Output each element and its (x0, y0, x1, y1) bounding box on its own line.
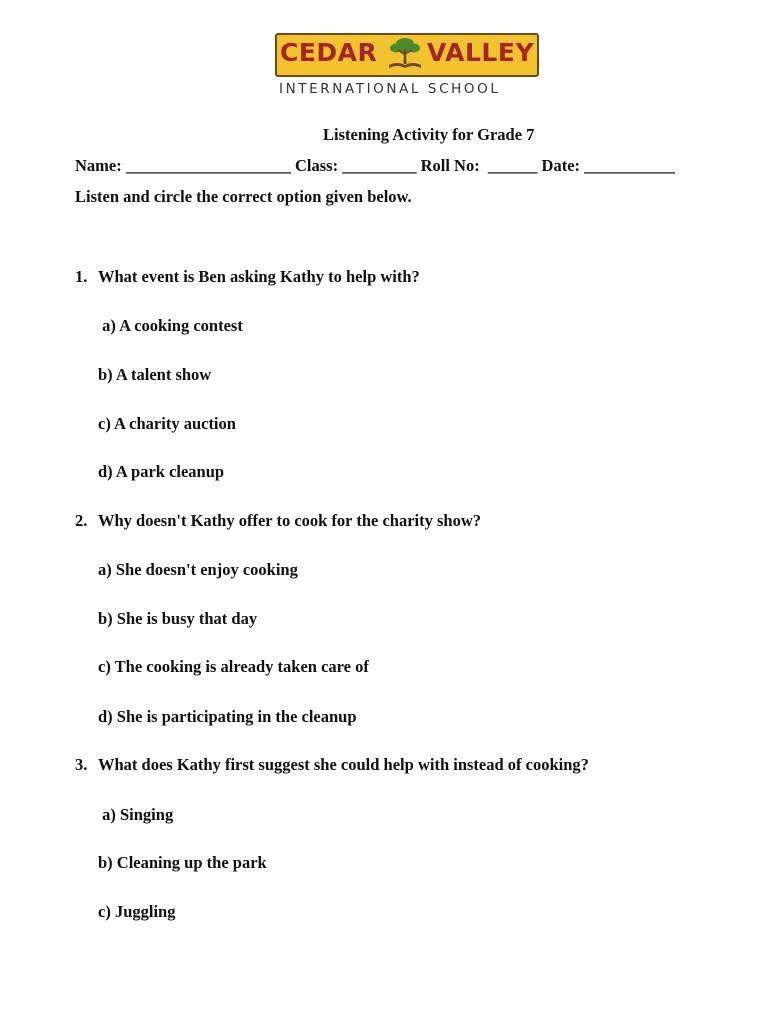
logo-word-cedar: CEDAR (280, 38, 378, 67)
option-b[interactable]: b) Cleaning up the park (98, 853, 267, 872)
instruction-text: Listen and circle the correct option given below. (75, 187, 412, 206)
option-a[interactable]: a) A cooking contest (98, 316, 243, 335)
option-c[interactable]: c) The cooking is already taken care of (98, 657, 369, 676)
question-number: 2. (75, 511, 88, 530)
question-number: 1. (75, 267, 88, 286)
option-b[interactable]: b) She is busy that day (98, 609, 258, 628)
option-c[interactable]: c) Juggling (98, 902, 176, 921)
option-c[interactable]: c) A charity auction (98, 414, 236, 433)
question-number: 3. (75, 755, 88, 774)
logo-subtitle: INTERNATIONAL SCHOOL (279, 81, 501, 97)
option-a[interactable]: a) She doesn't enjoy cooking (98, 560, 298, 579)
question-text: What event is Ben asking Kathy to help with? (98, 267, 420, 286)
logo-word-valley: VALLEY (427, 38, 535, 67)
question-text: What does Kathy first suggest she could help with instead of cooking? (98, 755, 589, 774)
student-info-fields: Name: ____________________ Class: _________ Roll No: ______ Date: ___________ (75, 156, 675, 175)
option-b[interactable]: b) A talent show (98, 365, 212, 384)
option-d[interactable]: d) A park cleanup (98, 462, 225, 481)
school-logo (275, 33, 543, 97)
question-text: Why doesn't Kathy offer to cook for the charity show? (98, 511, 481, 530)
option-d[interactable]: d) She is participating in the cleanup (98, 707, 357, 726)
option-a[interactable]: a) Singing (98, 805, 174, 824)
worksheet-title: Listening Activity for Grade 7 (323, 125, 535, 144)
tree-book-icon (385, 35, 425, 73)
